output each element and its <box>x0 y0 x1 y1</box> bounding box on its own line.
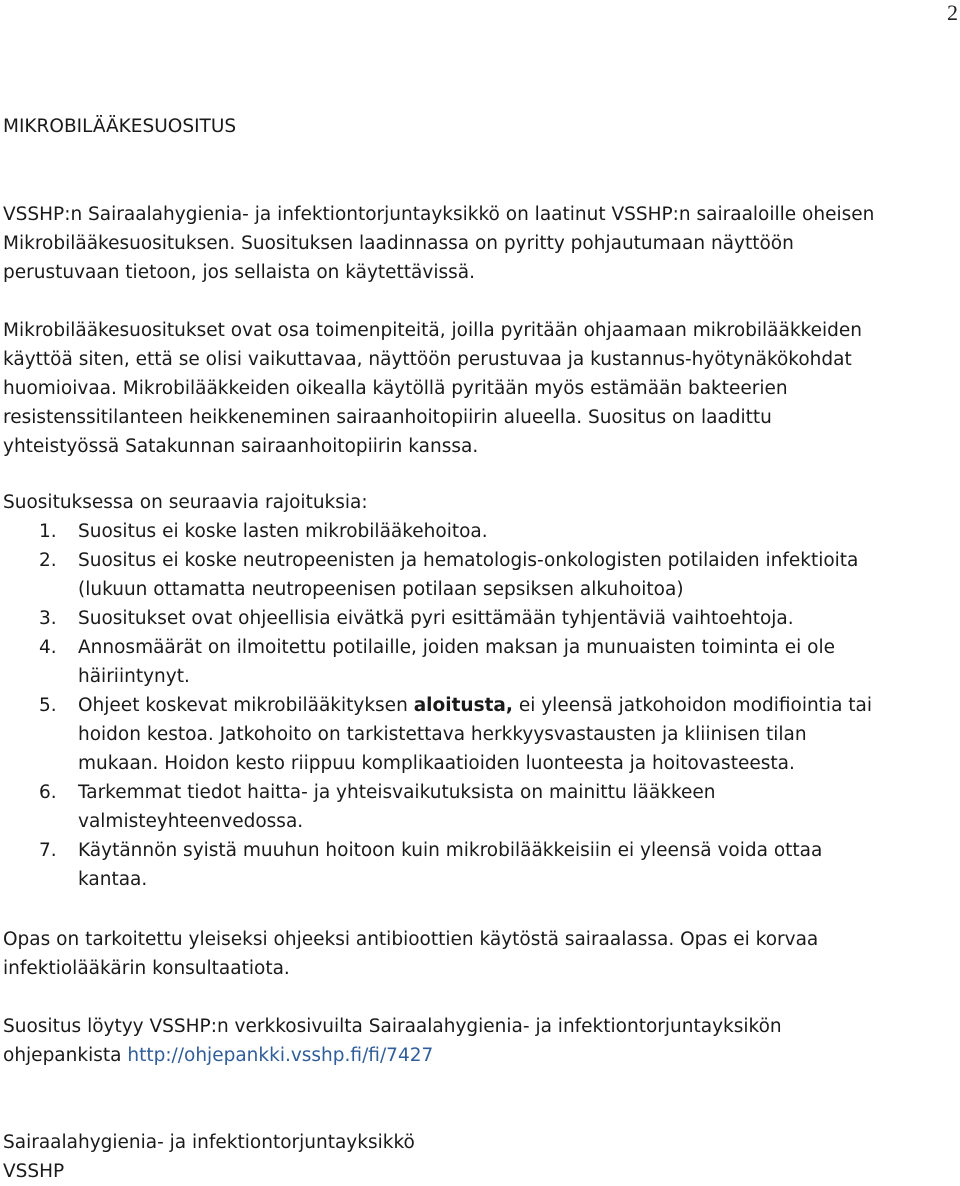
page-number: 2 <box>947 0 958 25</box>
list-number: 7. <box>39 840 57 861</box>
list-number: 4. <box>39 637 57 658</box>
guide-line: infektiolääkärin konsultaatiota. <box>3 958 290 979</box>
list-text <box>78 836 822 894</box>
list-line: hoidon kestoa. Jatkohoito on tarkistettava herkkyysvastausten ja kliinisen tilan <box>78 724 807 745</box>
list-line: Suositus ei koske neutropeenisten ja hematologis-onkologisten potilaiden infektioita <box>78 550 859 571</box>
list-item <box>3 836 953 894</box>
location-line-start: ohjepankista <box>3 1045 128 1066</box>
list-text <box>78 546 858 604</box>
footer-unit: Sairaalahygienia- ja infektiontorjuntayksikkö <box>3 1132 415 1153</box>
purpose-line: resistenssitilanteen heikkeneminen sairaanhoitopiirin alueella. Suositus on laadittu <box>3 407 772 428</box>
list-text <box>78 604 794 633</box>
list-line: mukaan. Hoidon kesto riippuu komplikaatioiden luonteesta ja hoitovasteesta. <box>78 753 795 774</box>
location-paragraph <box>3 1012 953 1070</box>
intro-paragraph <box>3 200 953 287</box>
list-text <box>78 517 488 546</box>
list-text <box>78 778 716 836</box>
footer-org: VSSHP <box>3 1161 65 1182</box>
list-line: Tarkemmat tiedot haitta- ja yhteisvaikutuksista on mainittu lääkkeen <box>78 782 716 803</box>
footer <box>3 1128 953 1186</box>
list-text <box>78 633 835 691</box>
list-number: 3. <box>39 608 57 629</box>
guide-line: Opas on tarkoitettu yleiseksi ohjeeksi antibioottien käytöstä sairaalassa. Opas ei korvaa <box>3 929 819 950</box>
restrictions-list <box>3 517 953 894</box>
intro-line: perustuvaan tietoon, jos sellaista on käytettävissä. <box>3 262 475 283</box>
list-line: häiriintynyt. <box>78 666 190 687</box>
list-number: 6. <box>39 782 57 803</box>
list-line: (lukuun ottamatta neutropeenisen potilaan sepsiksen alkuhoitoa) <box>78 579 684 600</box>
list-line: Suositukset ovat ohjeellisia eivätkä pyri esittämään tyhjentäviä vaihtoehtoja. <box>78 608 794 629</box>
list-number: 5. <box>39 695 57 716</box>
purpose-paragraph <box>3 316 953 461</box>
purpose-line: huomioivaa. Mikrobilääkkeiden oikealla käytöllä pyritään myös estämään bakteerien <box>3 378 788 399</box>
list-item <box>3 691 953 778</box>
purpose-line: käyttöä siten, että se olisi vaikuttavaa, näyttöön perustuvaa ja kustannus-hyötynäkökohdat <box>3 349 852 370</box>
intro-line: Mikrobilääkesuosituksen. Suosituksen laadinnassa on pyritty pohjautumaan näyttöön <box>3 233 794 254</box>
restrictions-section <box>3 488 953 894</box>
document-title: MIKROBILÄÄKESUOSITUS <box>3 116 237 137</box>
list-line-start: Ohjeet koskevat mikrobilääkityksen <box>78 695 414 716</box>
guide-paragraph <box>3 925 953 983</box>
emphasis-aloitusta: aloitusta, <box>413 695 513 716</box>
list-number: 2. <box>39 550 57 571</box>
location-line: Suositus löytyy VSSHP:n verkkosivuilta Sairaalahygienia- ja infektiontorjuntayksikön <box>3 1016 782 1037</box>
location-line <box>3 1041 953 1070</box>
list-item <box>3 604 953 633</box>
list-number: 1. <box>39 521 57 542</box>
list-text <box>78 691 872 778</box>
list-item <box>3 778 953 836</box>
purpose-line: Mikrobilääkesuositukset ovat osa toimenpiteitä, joilla pyritään ohjaamaan mikrobilääkkeiden <box>3 320 862 341</box>
list-item <box>3 517 953 546</box>
restrictions-heading: Suosituksessa on seuraavia rajoituksia: <box>3 492 368 513</box>
ohjepankki-link[interactable]: http://ohjepankki.vsshp.fi/fi/7427 <box>127 1045 434 1066</box>
purpose-line: yhteistyössä Satakunnan sairaanhoitopiirin kanssa. <box>3 436 479 457</box>
intro-line: VSSHP:n Sairaalahygienia- ja infektiontorjuntayksikkö on laatinut VSSHP:n sairaaloille oheisen <box>3 204 875 225</box>
list-item <box>3 546 953 604</box>
list-line: kantaa. <box>78 869 148 890</box>
list-line-end: ei yleensä jatkohoidon modifiointia tai <box>512 695 873 716</box>
list-item <box>3 633 953 691</box>
list-line: Suositus ei koske lasten mikrobilääkehoitoa. <box>78 521 488 542</box>
list-line: Käytännön syistä muuhun hoitoon kuin mikrobilääkkeisiin ei yleensä voida ottaa <box>78 840 823 861</box>
list-line <box>78 691 872 720</box>
list-line: valmisteyhteenvedossa. <box>78 811 304 832</box>
list-line: Annosmäärät on ilmoitettu potilaille, joiden maksan ja munuaisten toiminta ei ole <box>78 637 835 658</box>
